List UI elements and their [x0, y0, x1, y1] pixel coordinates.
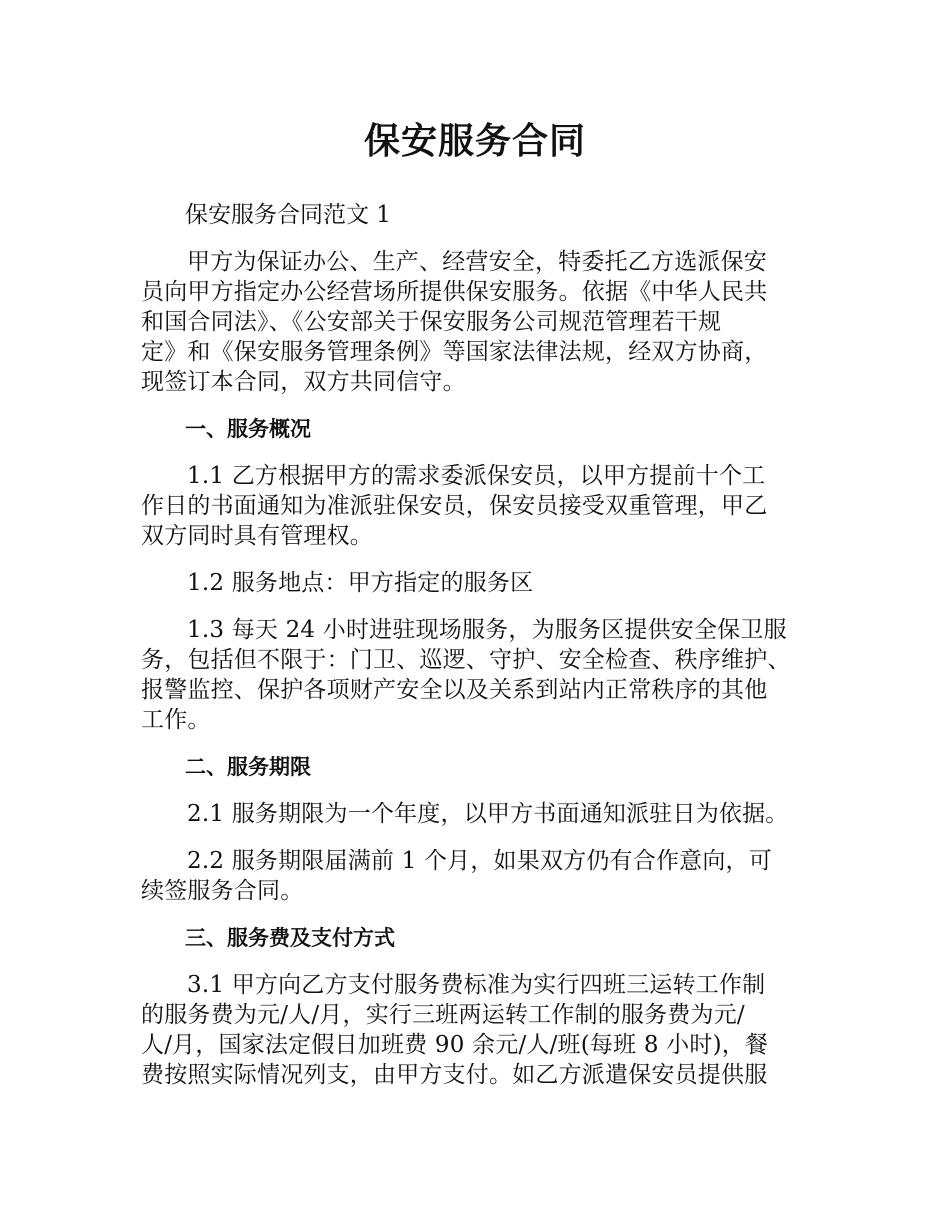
text-line: 的服务费为元/人/月，实行三班两运转工作制的服务费为元/ — [141, 1002, 745, 1028]
text-line: 1.3 每天 24 小时进驻现场服务，为服务区提供安全保卫服 — [187, 617, 787, 643]
text-line: 工作。 — [141, 707, 211, 733]
text-line: 人/月，国家法定假日加班费 90 余元/人/班(每班 8 小时)，餐 — [141, 1032, 769, 1058]
text-line: 2.1 服务期限为一个年度，以甲方书面通知派驻日为依据。 — [187, 801, 789, 827]
text-line: 甲方为保证办公、生产、经营安全，特委托乙方选派保安 — [187, 249, 767, 275]
clause-2-2 — [141, 846, 831, 906]
text-line: 务，包括但不限于：门卫、巡逻、守护、安全检查、秩序维护、 — [141, 647, 791, 673]
text-line: 现签订本合同，双方共同信守。 — [141, 369, 466, 395]
clause-1-3 — [141, 615, 831, 735]
text-line: 2.2 服务期限届满前 1 个月，如果双方仍有合作意向，可 — [187, 848, 772, 874]
text-line: 作日的书面通知为准派驻保安员，保安员接受双重管理，甲乙 — [141, 493, 768, 519]
page-title: 保安服务合同 — [363, 121, 586, 162]
text-line: 1.1 乙方根据甲方的需求委派保安员，以甲方提前十个工 — [187, 463, 766, 489]
section-heading-fees-payment: 三、服务费及支付方式 — [185, 926, 395, 950]
text-line: 双方同时具有管理权。 — [141, 523, 373, 549]
text-line: 3.1 甲方向乙方支付服务费标准为实行四班三运转工作制 — [187, 972, 766, 998]
clause-2-1 — [141, 799, 831, 829]
text-line: 定》和《保安服务管理条例》等国家法律法规，经双方协商， — [141, 339, 768, 365]
text-line: 员向甲方指定办公经营场所提供保安服务。依据《中华人民共 — [141, 279, 768, 305]
clause-1-2 — [141, 568, 831, 598]
section-heading-service-term: 二、服务期限 — [185, 755, 311, 779]
document-body — [141, 200, 831, 1107]
clause-3-1 — [141, 970, 831, 1090]
document-subtitle: 保安服务合同范文 1 — [185, 202, 391, 228]
text-line: 费按照实际情况列支，由甲方支付。如乙方派遣保安员提供服 — [141, 1062, 768, 1088]
text-line: 报警监控、保护各项财产安全以及关系到站内正常秩序的其他 — [141, 677, 768, 703]
section-heading-service-overview: 一、服务概况 — [185, 417, 311, 441]
intro-paragraph — [141, 247, 831, 397]
clause-1-1 — [141, 461, 831, 551]
text-line: 1.2 服务地点：甲方指定的服务区 — [187, 570, 534, 596]
text-line: 和国合同法》、《公安部关于保安服务公司规范管理若干规 — [141, 309, 722, 335]
text-line: 续签服务合同。 — [141, 878, 304, 904]
